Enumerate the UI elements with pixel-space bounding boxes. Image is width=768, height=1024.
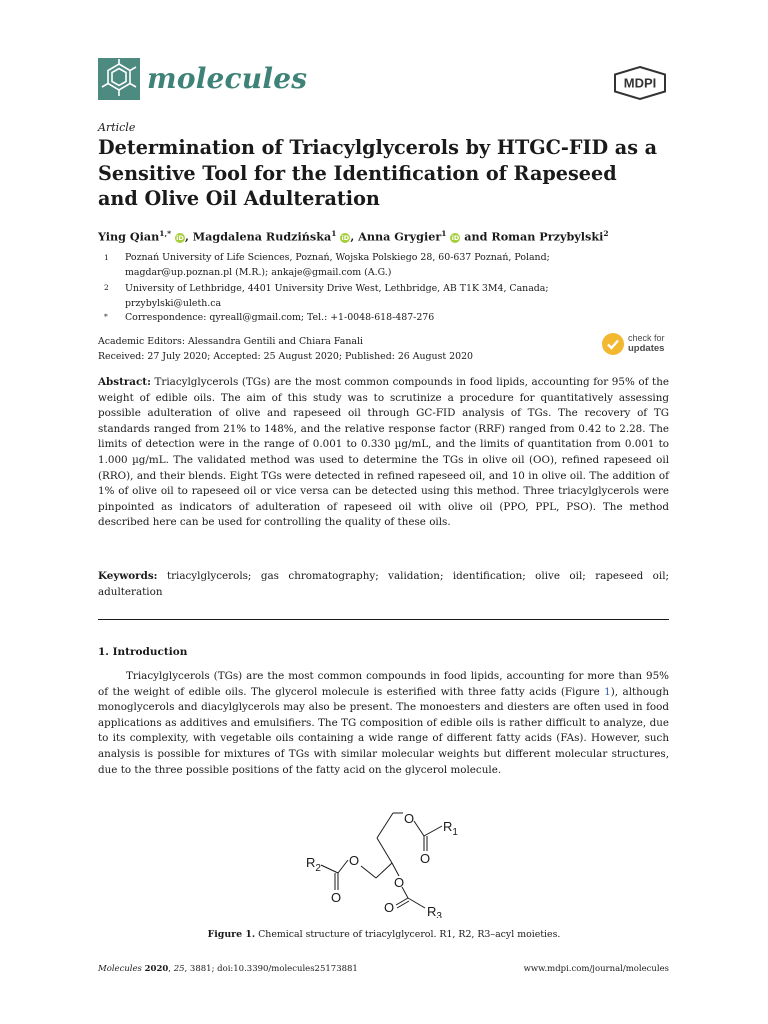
mdpi-logo-text: MDPI [623, 75, 657, 91]
author-name: Magdalena Rudzińska [192, 229, 332, 244]
affiliation-1 [125, 250, 665, 281]
author-name: Ying Qian [98, 229, 160, 244]
oxygen-label: O [404, 811, 415, 826]
check-updates-icon [602, 333, 624, 355]
academic-editors: Academic Editors: Alessandra Gentili and Chiara Fanali [98, 336, 363, 347]
author-separator: , [350, 229, 359, 244]
keywords-text: triacylglycerols; gas chromatography; validation; identification; olive oil; rapeseed oil; adulteration [98, 570, 669, 598]
figure-reference-link[interactable]: 1 [604, 685, 611, 698]
journal-name: molecules [147, 62, 308, 95]
check-for-updates-badge[interactable] [602, 331, 672, 359]
affiliation-line: magdar@up.poznan.pl (M.R.); ankaje@gmail.com (A.G.) [125, 267, 392, 279]
affiliation-line: Poznań University of Life Sciences, Poznań, Wojska Polskiego 28, 60-637 Poznań, Poland; [125, 252, 550, 263]
r3-label: $R_3$ [427, 904, 442, 918]
author-affiliation-mark: 2 [603, 229, 609, 238]
triacylglycerol-structure-figure [290, 808, 480, 918]
mdpi-logo [611, 66, 669, 100]
affiliation-2 [125, 281, 665, 312]
figure-caption [0, 929, 768, 940]
oxygen-label: O [349, 853, 360, 868]
correspondence-line: Correspondence: qyreall@gmail.com; Tel.: +1-0048-618-487-276 [125, 312, 435, 323]
author-affiliation-mark: 1 [331, 229, 337, 238]
section-divider [98, 619, 669, 620]
section-heading: 1. Introduction [98, 646, 188, 658]
author-separator: and [460, 229, 492, 244]
affiliation-line: przybylski@uleth.ca [125, 298, 222, 310]
oxygen-label: O [384, 900, 395, 915]
footer-doi: , 3881; doi:10.3390/molecules25173881 [184, 964, 358, 974]
orcid-icon[interactable]: iD [451, 233, 460, 242]
author-name: Anna Grygier [358, 229, 442, 244]
journal-logo-icon [98, 58, 140, 100]
correspondence [125, 310, 665, 325]
author-affiliation-mark: 1,* [159, 229, 172, 238]
affiliation-mark: 2 [104, 283, 109, 292]
abstract-label: Abstract: [98, 376, 151, 388]
author-separator: , [184, 229, 193, 244]
correspondence-mark: * [104, 312, 108, 321]
journal-url[interactable]: www.mdpi.com/journal/molecules [523, 964, 669, 974]
caption-label: Figure 1. [207, 929, 256, 940]
footer-journal: Molecules [98, 964, 142, 974]
orcid-icon[interactable]: iD [176, 233, 184, 242]
orcid-icon[interactable]: iD [341, 233, 350, 242]
affiliation-mark: 1 [104, 253, 109, 262]
r2-label: $R_2$ [306, 855, 321, 874]
check-badge-line2: updates [628, 343, 665, 354]
publication-dates: Received: 27 July 2020; Accepted: 25 August 2020; Published: 26 August 2020 [98, 351, 474, 363]
author-list [98, 229, 609, 244]
paper-title: Determination of Triacylglycerols by HTGC-FID as a Sensitive Tool for the Identification of Rapeseed and Olive Oil Adulteration [98, 136, 658, 210]
article-type: Article [98, 121, 136, 134]
keywords [98, 569, 669, 600]
oxygen-label: O [394, 875, 405, 890]
footer-volume: 25 [173, 964, 185, 974]
author-affiliation-mark: 1 [441, 229, 447, 238]
affiliation-line: University of Lethbridge, 4401 University Drive West, Lethbridge, AB T1K 3M4, Canada; [125, 283, 549, 294]
footer-year: 2020 [144, 964, 169, 974]
oxygen-label: O [420, 851, 431, 866]
check-badge-line1: check for [628, 333, 665, 343]
introduction-paragraph [98, 669, 669, 778]
citation-footer: Molecules 2020, 25, 3881; doi:10.3390/molecules25173881 [98, 964, 358, 974]
editorial-info [98, 334, 473, 365]
r1-label: $R_1$ [443, 819, 458, 838]
keywords-label: Keywords: [98, 570, 158, 582]
caption-text: Chemical structure of triacylglycerol. R1, R2, R3–acyl moieties. [258, 929, 561, 940]
abstract-text: Triacylglycerols (TGs) are the most common compounds in food lipids, accounting for 95% of the weight of edible oils. The aim of this study was to scrutinize a procedure for quantitatively assessing possible adulteration of olive and rapeseed oil through GC-FID analysis of TGs. The recovery of TG standards ranged from 21% to 148%, and the relative response factor (RRF) ranged from 0.42 to 2.28. The limits of detection were in the range of 0.001 to 0.330 µg/mL, and the limits of quantitation from 0.001 to 1.000 µg/mL. The validated method was used to determine the TGs in olive oil (OO), refined rapeseed oil (RRO), and their blends. Eight TGs were detected in refined rapeseed oil, and 10 in olive oil. The addition of 1% of olive oil to rapeseed oil or vice versa can be detected using this method. Three triacylglycerols were pinpointed as indicators of adulteration of rapeseed oil with olive oil (PPO, PPL, PSO). The method described here can be used for controlling the quality of these oils. [98, 376, 669, 529]
abstract [98, 375, 669, 531]
intro-text: ), although monoglycerols and diacylglycerols may also be present. The monoesters and diesters are often used in food applications as additives and emulsifiers. The TG composition of edible oils is rather difficult to analyze, due to its complexity, with vegetable oils containing a wide range of different fatty acids (FAs). However, such analysis is possible for mixtures of TGs with similar molecular weights but different molecular structures, due to the three possible positions of the fatty acid on the glycerol molecule. [98, 685, 669, 776]
oxygen-label: O [331, 890, 342, 905]
author-name: Roman Przybylski [491, 229, 604, 244]
intro-text: Triacylglycerols (TGs) are the most common compounds in food lipids, accounting for more than 95% of the weight of edible oils. The glycerol molecule is esterified with three fatty acids (Figure [98, 670, 669, 698]
